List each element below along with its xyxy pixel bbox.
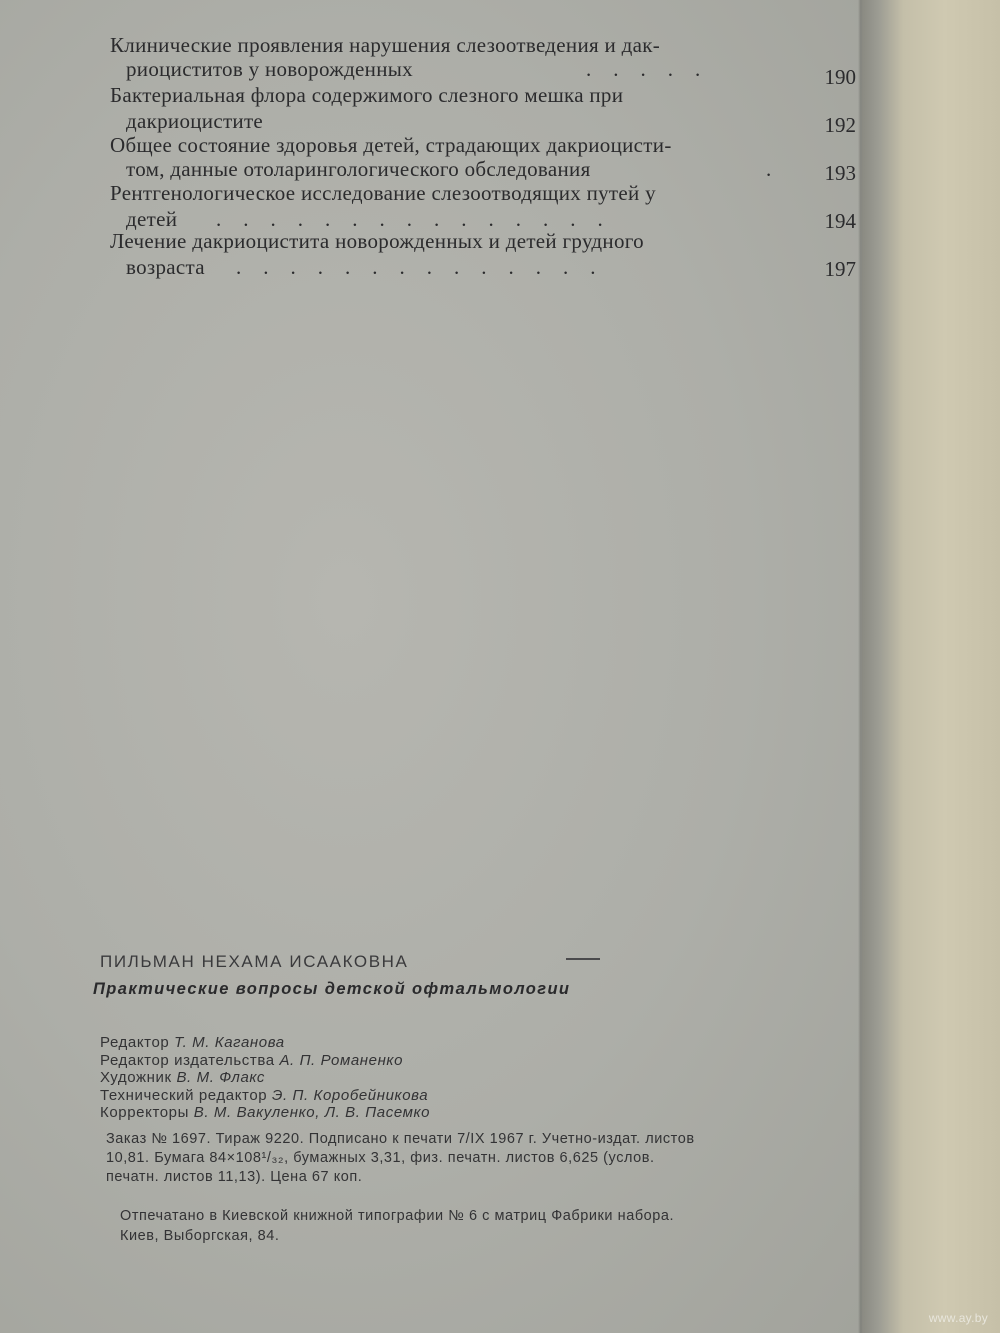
toc-entry-4-page: 194	[824, 209, 856, 233]
toc-entry-5-line-2: возраста ..............	[126, 255, 618, 279]
author-name: ПИЛЬМАН НЕХАМА ИСААКОВНА	[100, 952, 409, 971]
credit-technical-editor: Технический редактор Э. П. Коробейникова	[100, 1086, 429, 1104]
toc-entry-2-page: 192	[824, 113, 856, 137]
credit-publishing-editor: Редактор издательства А. П. Романенко	[100, 1051, 404, 1069]
credit-artist: Художник В. М. Флакс	[100, 1069, 266, 1086]
printer-line-1: Отпечатано в Киевской книжной типографии № 6 с матриц Фабрики набора.	[120, 1208, 675, 1224]
toc-entry-3-line-1: Общее состояние здоровья детей, страдающих дакриоцисти-	[110, 133, 672, 157]
credits-list	[100, 1034, 430, 1122]
credit-proofreaders: Корректоры В. М. Вакуленко, Л. В. Пасемко	[100, 1104, 431, 1121]
toc-entry-4-line-1: Рентгенологическое исследование слезоотводящих путей у	[110, 181, 656, 205]
toc-entry-3-page: 193	[824, 161, 856, 185]
printer-line-2: Киев, Выборгская, 84.	[120, 1228, 280, 1244]
divider-dash	[566, 958, 600, 960]
toc-entry-1-page: 190	[824, 65, 856, 89]
toc-entry-3-line-2: том, данные отоларингологического обследования .	[126, 157, 794, 181]
toc-entry-2-line-1: Бактериальная флора содержимого слезного мешка при	[110, 83, 624, 107]
toc-entry-2-line-2: дакриоцистите	[126, 109, 264, 133]
watermark: www.ay.by	[928, 1311, 988, 1325]
publication-line-2: 10,81. Бумага 84×108¹/₃₂, бумажных 3,31, физ. печатн. листов 6,625 (услов.	[106, 1150, 655, 1166]
toc-entry-5-page: 197	[824, 257, 856, 281]
toc-entry-5-line-1: Лечение дакриоцистита новорожденных и детей грудного	[110, 229, 644, 253]
toc-entry-1-line-1: Клинические проявления нарушения слезоотведения и дак-	[110, 33, 660, 57]
toc-entry-1-line-2: риоциститов у новорожденных .....	[126, 57, 723, 81]
toc-entry-4-line-2: детей ...............	[126, 207, 625, 231]
publication-details	[106, 1130, 846, 1187]
printer-details	[120, 1206, 674, 1246]
publication-line-1: Заказ № 1697. Тираж 9220. Подписано к печати 7/IX 1967 г. Учетно-издат. листов	[106, 1131, 695, 1147]
credit-editor: Редактор Т. М. Каганова	[100, 1034, 285, 1051]
book-title: Практические вопросы детской офтальмологии	[93, 980, 571, 998]
publication-line-3: печатн. листов 11,13). Цена 67 коп.	[106, 1169, 363, 1185]
page-gutter	[862, 0, 1000, 1333]
